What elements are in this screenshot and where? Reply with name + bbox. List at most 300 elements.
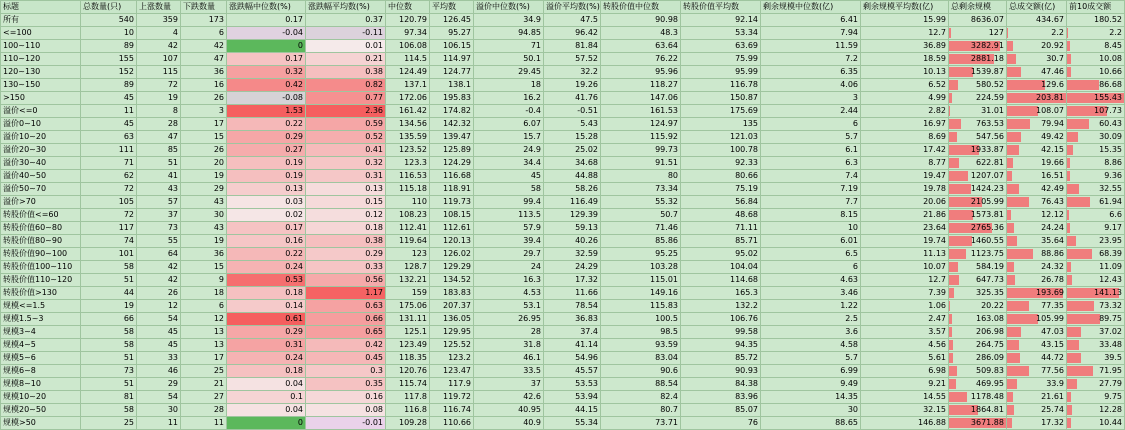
cell-value: 1.06 bbox=[928, 301, 946, 310]
cell-value: 115.18 bbox=[399, 184, 427, 193]
table-cell bbox=[81, 404, 137, 417]
cell-value: -0.4 bbox=[525, 106, 541, 115]
table-cell bbox=[430, 27, 474, 40]
column-header[interactable]: 溢价中位数(%) bbox=[474, 1, 544, 14]
data-bar bbox=[1067, 236, 1076, 246]
table-cell bbox=[601, 248, 681, 261]
cell-value: 25.02 bbox=[575, 145, 598, 154]
cell-value: 7.19 bbox=[840, 184, 858, 193]
table-row[interactable] bbox=[1, 404, 1125, 417]
cell-value: -0.04 bbox=[282, 28, 303, 37]
table-cell bbox=[81, 261, 137, 274]
cell-value: 0.38 bbox=[365, 67, 383, 76]
cell-value: 45 bbox=[124, 93, 134, 102]
cell-value: 120~130 bbox=[3, 67, 40, 76]
table-cell bbox=[1007, 53, 1067, 66]
table-row[interactable] bbox=[1, 131, 1125, 144]
table-cell bbox=[386, 235, 430, 248]
cell-value: 溢价0~10 bbox=[3, 119, 41, 128]
cell-value: 0.63 bbox=[365, 301, 383, 310]
cell-value: 161.53 bbox=[650, 106, 678, 115]
table-cell bbox=[681, 391, 761, 404]
table-cell bbox=[306, 144, 386, 157]
column-header[interactable]: 剩余规模平均数(亿) bbox=[861, 1, 949, 14]
cell-value: 119.73 bbox=[443, 197, 471, 206]
table-cell bbox=[137, 339, 181, 352]
table-row[interactable] bbox=[1, 300, 1125, 313]
table-row[interactable] bbox=[1, 14, 1125, 27]
table-cell bbox=[949, 53, 1007, 66]
data-bar bbox=[949, 353, 953, 363]
cell-value: 75.19 bbox=[735, 184, 758, 193]
column-header[interactable]: 下跌数量 bbox=[181, 1, 227, 14]
table-cell bbox=[949, 209, 1007, 222]
table-cell bbox=[761, 105, 861, 118]
cell-value: 42 bbox=[168, 275, 178, 284]
cell-value: 51 bbox=[168, 158, 178, 167]
cell-value: 规模>50 bbox=[3, 418, 36, 427]
cell-value: 3.46 bbox=[840, 288, 858, 297]
column-header[interactable]: 平均数 bbox=[430, 1, 474, 14]
table-cell bbox=[306, 79, 386, 92]
table-cell bbox=[81, 378, 137, 391]
table-cell bbox=[1067, 118, 1125, 131]
table-cell bbox=[949, 105, 1007, 118]
table-cell bbox=[474, 222, 544, 235]
cell-value: 39.5 bbox=[1104, 353, 1122, 362]
cell-value: 73 bbox=[168, 223, 178, 232]
cell-value: 325.35 bbox=[976, 288, 1004, 297]
column-header[interactable]: 涨跌幅中位数(%) bbox=[227, 1, 306, 14]
cell-value: 11.13 bbox=[923, 249, 946, 258]
table-cell bbox=[137, 209, 181, 222]
column-header[interactable]: 中位数 bbox=[386, 1, 430, 14]
cell-value: 0.38 bbox=[365, 236, 383, 245]
table-row[interactable] bbox=[1, 222, 1125, 235]
table-cell bbox=[1007, 209, 1067, 222]
table-cell bbox=[761, 404, 861, 417]
cell-value: 6.6 bbox=[1109, 210, 1122, 219]
table-cell bbox=[306, 222, 386, 235]
cell-value: 125.52 bbox=[443, 340, 471, 349]
table-cell bbox=[1067, 417, 1125, 430]
cell-value: 55 bbox=[168, 236, 178, 245]
table-cell bbox=[1067, 196, 1125, 209]
cell-value: 11 bbox=[124, 106, 134, 115]
cell-value: 74 bbox=[124, 236, 134, 245]
table-cell bbox=[474, 404, 544, 417]
table-cell bbox=[137, 118, 181, 131]
table-row[interactable] bbox=[1, 209, 1125, 222]
cell-value: 47.5 bbox=[580, 15, 598, 24]
cell-value: 15.28 bbox=[575, 132, 598, 141]
table-cell bbox=[681, 14, 761, 27]
cell-value: 20.06 bbox=[923, 197, 946, 206]
table-cell bbox=[1067, 53, 1125, 66]
cell-value: 96.42 bbox=[575, 28, 598, 37]
table-cell bbox=[137, 391, 181, 404]
cell-value: 115.83 bbox=[650, 301, 678, 310]
table-cell bbox=[861, 391, 949, 404]
table-row[interactable] bbox=[1, 248, 1125, 261]
table-row[interactable] bbox=[1, 66, 1125, 79]
cell-value: 1460.55 bbox=[971, 236, 1004, 245]
cell-value: 24.29 bbox=[575, 262, 598, 271]
cell-value: 21 bbox=[214, 379, 224, 388]
table-row[interactable] bbox=[1, 352, 1125, 365]
table-cell bbox=[181, 248, 227, 261]
table-row[interactable] bbox=[1, 287, 1125, 300]
table-cell bbox=[386, 66, 430, 79]
cell-value: 2105.99 bbox=[971, 197, 1004, 206]
cell-value: 26.78 bbox=[1041, 275, 1064, 284]
table-row[interactable] bbox=[1, 365, 1125, 378]
cell-value: 72 bbox=[168, 80, 178, 89]
table-cell bbox=[761, 27, 861, 40]
cell-value: 44.72 bbox=[1041, 353, 1064, 362]
table-cell bbox=[949, 352, 1007, 365]
cell-value: 47.46 bbox=[1041, 67, 1064, 76]
cell-value: 30 bbox=[848, 405, 858, 414]
table-cell bbox=[227, 391, 306, 404]
table-cell bbox=[474, 378, 544, 391]
cell-value: 44.88 bbox=[575, 171, 598, 180]
cell-value: 8.86 bbox=[1104, 158, 1122, 167]
cell-value: 57 bbox=[168, 197, 178, 206]
cell-value: 119.72 bbox=[443, 392, 471, 401]
cell-value: -0.51 bbox=[577, 106, 598, 115]
data-bar bbox=[1007, 132, 1021, 142]
cell-value: 116.78 bbox=[730, 80, 758, 89]
table-row[interactable] bbox=[1, 92, 1125, 105]
column-header[interactable]: 涨跌幅平均数(%) bbox=[306, 1, 386, 14]
table-cell bbox=[430, 378, 474, 391]
cell-value: 26 bbox=[168, 288, 178, 297]
cell-value: 51 bbox=[124, 275, 134, 284]
table-row[interactable] bbox=[1, 157, 1125, 170]
table-cell bbox=[681, 92, 761, 105]
table-row[interactable] bbox=[1, 326, 1125, 339]
table-cell bbox=[386, 209, 430, 222]
table-cell bbox=[306, 404, 386, 417]
cell-value: 123.47 bbox=[443, 366, 471, 375]
table-cell bbox=[761, 66, 861, 79]
table-cell bbox=[386, 274, 430, 287]
table-cell bbox=[681, 326, 761, 339]
cell-value: 547.56 bbox=[976, 132, 1004, 141]
cell-value: 6.5 bbox=[845, 249, 858, 258]
table-cell bbox=[681, 79, 761, 92]
cell-value: 84.38 bbox=[735, 379, 758, 388]
table-row[interactable] bbox=[1, 196, 1125, 209]
table-cell bbox=[386, 261, 430, 274]
table-cell bbox=[544, 183, 601, 196]
table-row[interactable] bbox=[1, 27, 1125, 40]
cell-value: 规模4~5 bbox=[3, 340, 36, 349]
table-cell bbox=[1, 183, 81, 196]
table-cell bbox=[1007, 300, 1067, 313]
data-bar bbox=[1067, 223, 1070, 233]
table-row[interactable] bbox=[1, 183, 1125, 196]
table-cell bbox=[761, 274, 861, 287]
table-cell bbox=[681, 417, 761, 430]
table-cell bbox=[601, 261, 681, 274]
table-cell bbox=[1007, 131, 1067, 144]
column-header[interactable]: 总数量(只) bbox=[81, 1, 137, 14]
cell-value: 转股价值90~100 bbox=[3, 249, 67, 258]
cell-value: 3282.91 bbox=[971, 41, 1004, 50]
table-cell bbox=[227, 14, 306, 27]
cell-value: 29 bbox=[214, 184, 224, 193]
cell-value: 53.53 bbox=[575, 379, 598, 388]
column-header[interactable]: 前10成交额 bbox=[1067, 1, 1125, 14]
cell-value: 42 bbox=[214, 41, 224, 50]
cell-value: 106.76 bbox=[730, 314, 758, 323]
table-row[interactable] bbox=[1, 339, 1125, 352]
table-cell bbox=[1, 209, 81, 222]
table-cell bbox=[1067, 183, 1125, 196]
table-cell bbox=[949, 248, 1007, 261]
data-bar bbox=[1007, 106, 1038, 116]
table-cell bbox=[1007, 404, 1067, 417]
table-cell bbox=[430, 53, 474, 66]
table-row[interactable] bbox=[1, 105, 1125, 118]
table-cell bbox=[681, 40, 761, 53]
table-cell bbox=[81, 287, 137, 300]
cell-value: 120.76 bbox=[399, 366, 427, 375]
cell-value: 0.1 bbox=[290, 392, 303, 401]
cell-value: 10 bbox=[124, 28, 134, 37]
cell-value: <=100 bbox=[3, 28, 32, 37]
cell-value: 0.27 bbox=[285, 145, 303, 154]
data-bar bbox=[949, 275, 959, 285]
column-header[interactable]: 转股价值中位数 bbox=[601, 1, 681, 14]
table-cell bbox=[137, 326, 181, 339]
table-cell bbox=[386, 157, 430, 170]
table-cell bbox=[306, 235, 386, 248]
cell-value: 45 bbox=[168, 340, 178, 349]
cell-value: 85.71 bbox=[735, 236, 758, 245]
table-cell bbox=[306, 157, 386, 170]
table-cell bbox=[430, 105, 474, 118]
column-header[interactable]: 标题 bbox=[1, 1, 81, 14]
cell-value: 31.8 bbox=[523, 340, 541, 349]
table-cell bbox=[949, 287, 1007, 300]
data-bar bbox=[1007, 314, 1038, 324]
table-cell bbox=[386, 300, 430, 313]
cell-value: 91.51 bbox=[655, 158, 678, 167]
cell-value: 76 bbox=[748, 418, 758, 427]
table-cell bbox=[681, 287, 761, 300]
table-cell bbox=[1067, 131, 1125, 144]
table-cell bbox=[137, 274, 181, 287]
cell-value: 99.4 bbox=[523, 197, 541, 206]
data-bar bbox=[1007, 210, 1011, 220]
table-row[interactable] bbox=[1, 274, 1125, 287]
table-cell bbox=[949, 378, 1007, 391]
table-cell bbox=[137, 92, 181, 105]
cell-value: 80.66 bbox=[735, 171, 758, 180]
cell-value: 26.95 bbox=[518, 314, 541, 323]
table-cell bbox=[861, 417, 949, 430]
table-cell bbox=[1, 53, 81, 66]
cell-value: 1123.75 bbox=[971, 249, 1004, 258]
table-cell bbox=[949, 66, 1007, 79]
table-cell bbox=[181, 378, 227, 391]
table-cell bbox=[949, 391, 1007, 404]
cell-value: 24.24 bbox=[1041, 223, 1064, 232]
table-row[interactable] bbox=[1, 40, 1125, 53]
cell-value: 77.56 bbox=[1041, 366, 1064, 375]
table-cell bbox=[137, 404, 181, 417]
table-row[interactable] bbox=[1, 391, 1125, 404]
table-cell bbox=[1067, 92, 1125, 105]
column-header[interactable]: 总剩余规模 bbox=[949, 1, 1007, 14]
table-cell bbox=[761, 196, 861, 209]
table-cell bbox=[386, 417, 430, 430]
table-row[interactable] bbox=[1, 235, 1125, 248]
column-header[interactable]: 总成交额(亿) bbox=[1007, 1, 1067, 14]
cell-value: 溢价>70 bbox=[3, 197, 36, 206]
cell-value: 44 bbox=[124, 288, 134, 297]
cell-value: 6.35 bbox=[840, 67, 858, 76]
table-cell bbox=[681, 339, 761, 352]
table-row[interactable] bbox=[1, 53, 1125, 66]
table-cell bbox=[601, 183, 681, 196]
cell-value: 172.06 bbox=[399, 93, 427, 102]
table-row[interactable] bbox=[1, 118, 1125, 131]
data-bar bbox=[1067, 28, 1068, 38]
cell-value: 溢价<=0 bbox=[3, 106, 38, 115]
table-cell bbox=[681, 404, 761, 417]
data-bar bbox=[1067, 418, 1071, 428]
cell-value: 12.28 bbox=[1099, 405, 1122, 414]
cell-value: 123.49 bbox=[399, 340, 427, 349]
table-cell bbox=[1, 326, 81, 339]
table-cell bbox=[601, 92, 681, 105]
table-cell bbox=[306, 287, 386, 300]
table-row[interactable] bbox=[1, 79, 1125, 92]
column-header[interactable]: 剩余规模中位数(亿) bbox=[761, 1, 861, 14]
cell-value: 9.36 bbox=[1104, 171, 1122, 180]
data-bar bbox=[1007, 197, 1029, 207]
cell-value: 17.42 bbox=[923, 145, 946, 154]
cell-value: 0.18 bbox=[365, 223, 383, 232]
cell-value: 116.74 bbox=[443, 405, 471, 414]
cell-value: 8.77 bbox=[928, 158, 946, 167]
table-row[interactable] bbox=[1, 170, 1125, 183]
table-cell bbox=[430, 352, 474, 365]
column-header[interactable]: 转股价值平均数 bbox=[681, 1, 761, 14]
table-cell bbox=[81, 417, 137, 430]
table-row[interactable] bbox=[1, 144, 1125, 157]
table-cell bbox=[1007, 170, 1067, 183]
table-cell bbox=[949, 404, 1007, 417]
table-cell bbox=[1007, 40, 1067, 53]
cell-value: 15.7 bbox=[523, 132, 541, 141]
cell-value: 115 bbox=[163, 67, 178, 76]
table-cell bbox=[306, 170, 386, 183]
table-cell bbox=[386, 27, 430, 40]
cell-value: 11 bbox=[168, 418, 178, 427]
table-cell bbox=[474, 417, 544, 430]
table-cell bbox=[601, 118, 681, 131]
table-cell bbox=[474, 365, 544, 378]
cell-value: 溢价30~40 bbox=[3, 158, 46, 167]
table-cell bbox=[601, 287, 681, 300]
table-cell bbox=[81, 300, 137, 313]
table-cell bbox=[949, 222, 1007, 235]
data-bar bbox=[949, 67, 973, 77]
table-cell bbox=[137, 53, 181, 66]
table-cell bbox=[474, 261, 544, 274]
table-cell bbox=[386, 131, 430, 144]
table-cell bbox=[861, 365, 949, 378]
data-bar bbox=[1007, 353, 1020, 363]
cell-value: 118.91 bbox=[443, 184, 471, 193]
table-cell bbox=[681, 378, 761, 391]
cell-value: 152 bbox=[119, 67, 134, 76]
cell-value: 97.34 bbox=[404, 28, 427, 37]
cell-value: 72 bbox=[124, 184, 134, 193]
cell-value: 1933.87 bbox=[971, 145, 1004, 154]
table-row[interactable] bbox=[1, 313, 1125, 326]
cell-value: 0.19 bbox=[285, 158, 303, 167]
cell-value: 4.56 bbox=[928, 340, 946, 349]
table-cell bbox=[1007, 235, 1067, 248]
cell-value: 17 bbox=[214, 353, 224, 362]
table-cell bbox=[681, 235, 761, 248]
table-cell bbox=[1007, 378, 1067, 391]
cell-value: 46.1 bbox=[523, 353, 541, 362]
table-row[interactable] bbox=[1, 261, 1125, 274]
cell-value: 0.19 bbox=[285, 171, 303, 180]
table-row[interactable] bbox=[1, 417, 1125, 430]
table-cell bbox=[430, 131, 474, 144]
table-cell bbox=[861, 339, 949, 352]
table-row[interactable] bbox=[1, 378, 1125, 391]
column-header[interactable]: 上涨数量 bbox=[137, 1, 181, 14]
table-cell bbox=[81, 157, 137, 170]
cell-value: 27.79 bbox=[1099, 379, 1122, 388]
cell-value: 54 bbox=[168, 314, 178, 323]
table-cell bbox=[306, 378, 386, 391]
cell-value: 117.9 bbox=[448, 379, 471, 388]
table-cell bbox=[430, 79, 474, 92]
cell-value: 115.01 bbox=[650, 275, 678, 284]
cell-value: -0.01 bbox=[362, 418, 383, 427]
cell-value: 规模8~10 bbox=[3, 379, 41, 388]
table-cell bbox=[681, 118, 761, 131]
cell-value: 131.11 bbox=[399, 314, 427, 323]
cell-value: 113.5 bbox=[518, 210, 541, 219]
cell-value: 2.82 bbox=[928, 106, 946, 115]
cell-value: 23.95 bbox=[1099, 236, 1122, 245]
cell-value: 0.3 bbox=[370, 366, 383, 375]
cell-value: 94.85 bbox=[518, 28, 541, 37]
table-cell bbox=[861, 118, 949, 131]
table-cell bbox=[137, 287, 181, 300]
cell-value: 106.15 bbox=[443, 41, 471, 50]
cell-value: 50.7 bbox=[660, 210, 678, 219]
cell-value: 114.5 bbox=[404, 54, 427, 63]
data-bar bbox=[1007, 301, 1029, 311]
cell-value: 75.99 bbox=[735, 54, 758, 63]
table-cell bbox=[544, 417, 601, 430]
column-header[interactable]: 溢价平均数(%) bbox=[544, 1, 601, 14]
cell-value: 15 bbox=[214, 132, 224, 141]
cell-value: 2.36 bbox=[365, 106, 383, 115]
